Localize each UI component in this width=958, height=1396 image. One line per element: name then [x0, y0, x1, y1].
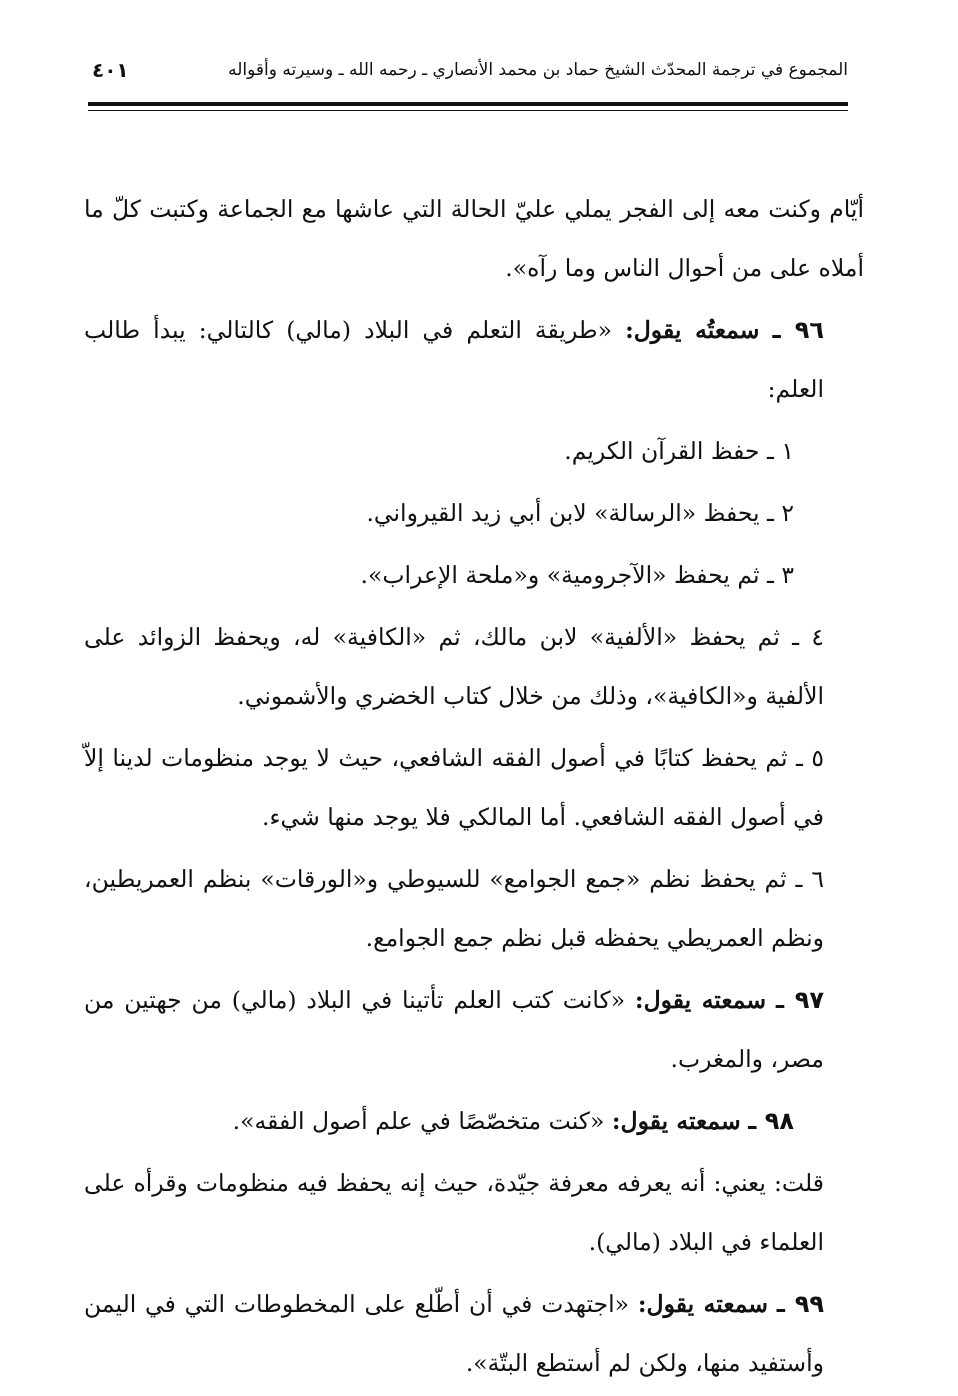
entry-text: «طريقة التعلم في البلاد (مالي) كالتالي: يبدأ طالب العلم: — [84, 316, 824, 403]
entry-number: ٩٦ ـ — [772, 316, 824, 344]
list-item-1: ١ ـ حفظ القرآن الكريم. — [564, 437, 794, 465]
entry-number: ٩٩ ـ — [776, 1290, 824, 1318]
running-header — [88, 58, 848, 92]
entry-text: «كانت كتب العلم تأتينا في البلاد (مالي) من جهتين من مصر، والمغرب. — [84, 986, 824, 1073]
list-item-2: ٢ ـ يحفظ «الرسالة» لابن أبي زيد القيرواني. — [366, 499, 794, 527]
entry-97 — [84, 971, 864, 1089]
entry-lead: سمعته يقول: — [611, 1107, 741, 1135]
note-paragraph: قلت: يعني: أنه يعرفه معرفة جيّدة، حيث إنه يحفظ فيه منظومات وقرأه على العلماء في البلاد (مالي). — [84, 1169, 824, 1256]
list-item-5: ٥ ـ ثم يحفظ كتابًا في أصول الفقه الشافعي، حيث لا يوجد منظومات لدينا إلاّ في أصول الفقه الشافعي. أما المالكي فلا يوجد منها شيء. — [84, 744, 824, 831]
entry-lead: سمعتُه يقول: — [625, 316, 760, 344]
page-number: ٤٠١ — [92, 58, 129, 82]
entry-number: ٩٧ ـ — [775, 986, 824, 1014]
entry-text: «كنت متخصّصًا في علم أصول الفقه». — [232, 1107, 605, 1135]
entry-99 — [84, 1275, 864, 1393]
list-item-4: ٤ ـ ثم يحفظ «الألفية» لابن مالك، ثم «الكافية» له، ويحفظ الزوائد على الألفية و«الكافية»، وذلك من خلال كتاب الخضري والأشموني. — [84, 623, 824, 710]
header-rule-thick — [88, 102, 848, 106]
entry-98 — [84, 1092, 864, 1151]
entry-96 — [84, 301, 864, 419]
list-item-6: ٦ ـ ثم يحفظ نظم «جمع الجوامع» للسيوطي و«الورقات» بنظم العمريطين، ونظم العمريطي يحفظه قبل نظم جمع الجوامع. — [84, 865, 824, 952]
entry-lead: سمعته يقول: — [637, 1290, 768, 1318]
page-body — [84, 180, 864, 1396]
list-item-3: ٣ ـ ثم يحفظ «الآجرومية» و«ملحة الإعراب». — [360, 561, 794, 589]
entry-lead: سمعته يقول: — [634, 986, 767, 1014]
entry-text: «اجتهدت في أن أطّلع على المخطوطات التي في اليمن وأستفيد منها، ولكن لم أستطع البتّة». — [84, 1290, 824, 1377]
header-title: المجموع في ترجمة المحدّث الشيخ حماد بن محمد الأنصاري ـ رحمه الله ـ وسيرته وأقواله — [228, 60, 848, 80]
paragraph-continuation: أيّام وكنت معه إلى الفجر يملي عليّ الحالة التي عاشها مع الجماعة وكتبت كلّ ما أملاه على من أحوال الناس وما رآه». — [84, 195, 864, 282]
entry-number: ٩٨ ـ — [748, 1107, 794, 1135]
header-rule-thin — [88, 110, 848, 111]
